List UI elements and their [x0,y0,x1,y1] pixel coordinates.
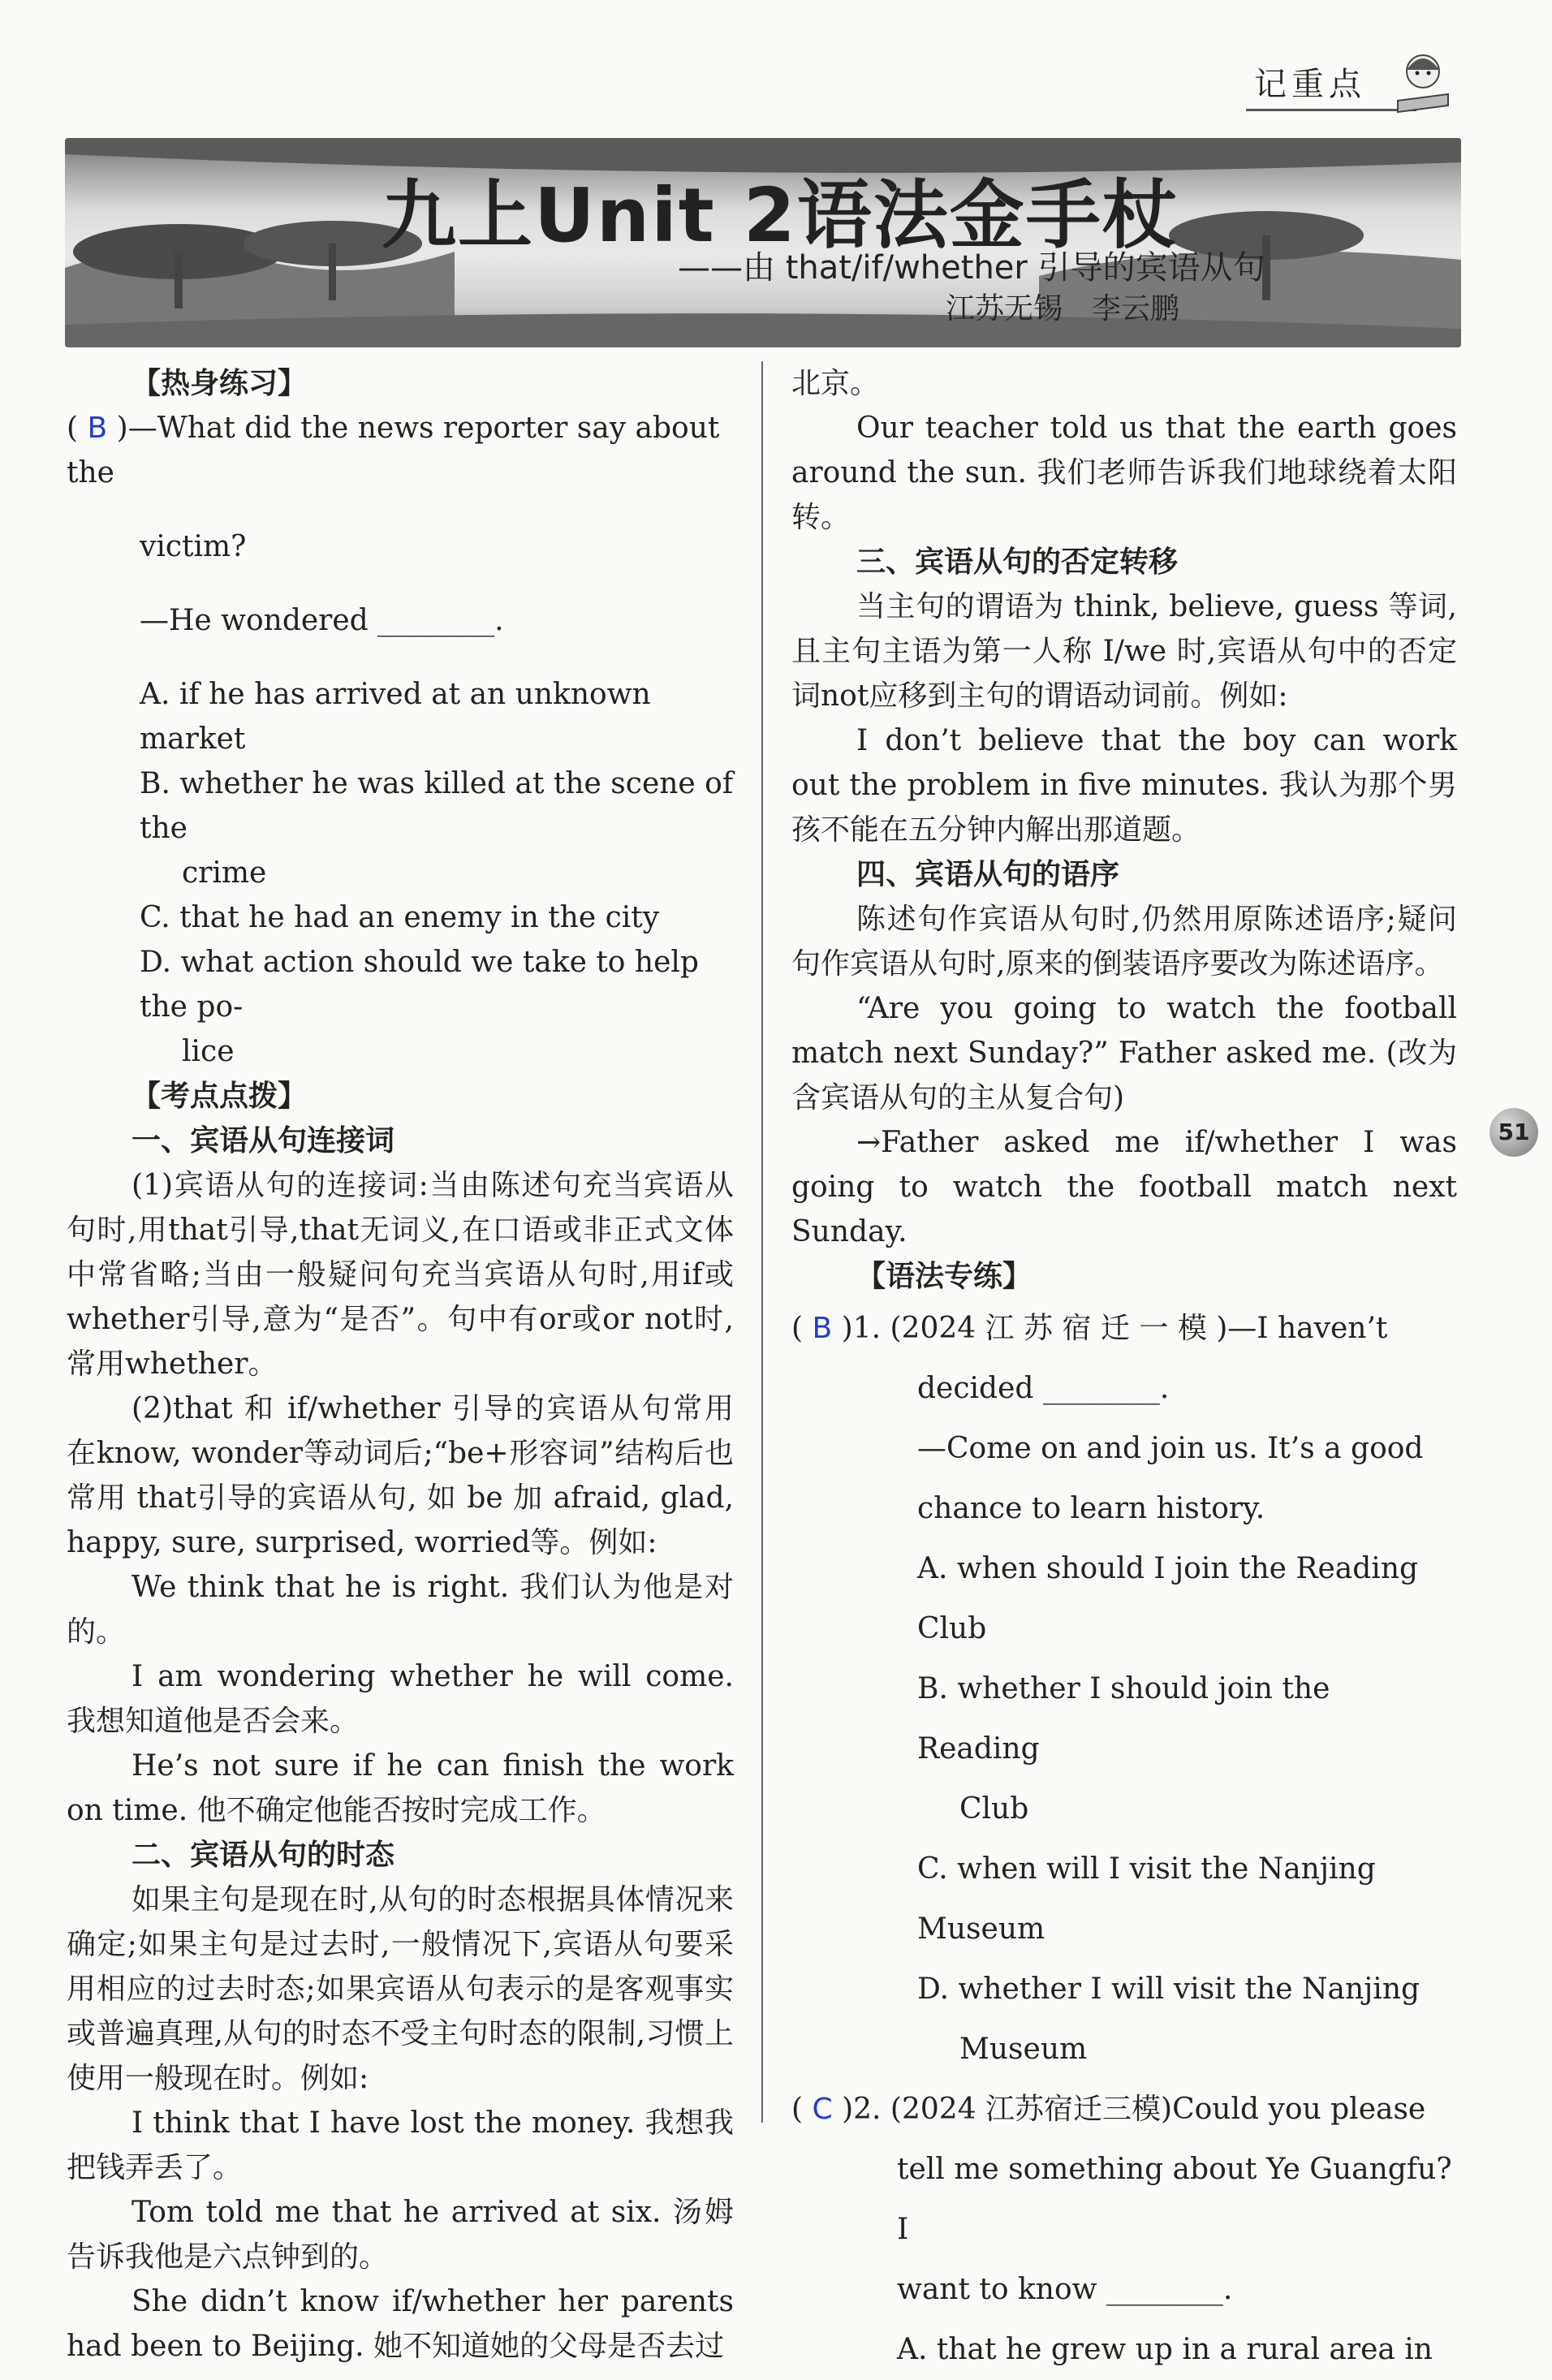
question-1-option-c: C. when will I visit the Nanjing Museum [917,1852,1376,1946]
example-3: He’s not sure if he can finish the work on time. 他不确定他能否按时完成工作。 [67,1749,734,1827]
paragraph-tense: 如果主句是现在时,从句的时态根据具体情况来确定;如果主句是过去时,一般情况下,宾语从句要采用相应的过去时态;如果宾语从句表示的是客观事实或普遍真理,从句的时态不受主句时态的限制,习惯上使用一般现在时。例如: [67,1883,734,2095]
question-1-line-2: decided ________. [917,1372,1170,1405]
warmup-option-d-cont: lice [182,1035,235,1068]
page-number: 51 [1489,1108,1538,1157]
warmup-heading: 【热身练习】 [131,367,308,400]
question-2-line-2: tell me something about Ye Guangfu? I [897,2153,1452,2246]
warmup-option-a: A. if he has arrived at an unknown market [140,678,651,756]
warmup-question-line: —What did the news reporter say about the [67,412,720,489]
cartoon-reader-icon [1390,47,1456,114]
article-title: 九上Unit 2语法金手杖 [382,172,1179,259]
example-8: I don’t believe that the boy can work out the problem in five minutes. 我认为那个男孩不能在五分钟内解出那道题。 [791,724,1457,847]
title-banner [65,138,1461,347]
practice-question-2: ( C )2. (2024 江苏宿迁三模)Could you please [791,2093,1426,2126]
question-1-line-4: chance to learn history. [917,1492,1265,1525]
example-7: Our teacher told us that the earth goes around the sun. 我们老师告诉我们地球绕着太阳转。 [791,412,1457,534]
warmup-question: ( B )—What did the news reporter say about the [67,412,720,489]
example-4: I think that I have lost the money. 我想我把钱弄丢了。 [67,2106,734,2184]
practice-question-1: ( B )1. (2024 江 苏 宿 迁 一 模 )—I haven’t [791,1312,1388,1345]
question-1-option-a: A. when should I join the Reading Club [917,1552,1419,1645]
question-1-answer: B [812,1312,833,1345]
warmup-option-b: B. whether he was killed at the scene of the [140,767,734,845]
warmup-option-d: D. what action should we take to help the po- [140,946,699,1024]
paragraph-usage: (2)that 和 if/whether 引导的宾语从句常用在know, wonder等动词后;“be+形容词”结构后也常用 that引导的宾语从句, 如 be 加 afraid, glad, happy, sure, surprised, worried等。例如: [67,1392,734,1559]
points-heading: 【考点点拨】 [131,1080,308,1113]
question-1-option-d: D. whether I will visit the Nanjing [917,1973,1421,2006]
question-1-line-3: —Come on and join us. It’s a good [917,1432,1424,1465]
page-tag-text: 记重点 [1254,66,1366,103]
question-1-option-b-cont: Club [959,1792,1029,1826]
paragraph-word-order: 陈述句作宾语从句时,仍然用原陈述语序;疑问句作宾语从句时,原来的倒装语序要改为陈述语序。 [791,903,1457,981]
section-4-heading: 四、宾语从句的语序 [856,858,1120,891]
left-column [67,361,734,2369]
warmup-answer: B [87,412,108,445]
warmup-question-reply: —He wondered ________. [140,604,504,637]
column-divider [761,361,763,2123]
example-9: “Are you going to watch the football match next Sunday?” Father asked me. (改为含宾语从句的主从复合句) [791,992,1457,1115]
warmup-option-c: C. that he had an enemy in the city [140,901,660,934]
right-column [791,361,1457,2380]
example-1: We think that he is right. 我们认为他是对的。 [67,1571,734,1649]
section-2-heading: 二、宾语从句的时态 [131,1839,395,1872]
question-1-option-b: B. whether I should join the Reading [917,1672,1330,1766]
example-2: I am wondering whether he will come. 我想知道他是否会来。 [67,1660,734,1738]
question-1-option-d-cont: Museum [959,2033,1088,2066]
example-10: →Father asked me if/whether I was going to watch the football match next Sunday. [791,1126,1457,1248]
example-5: Tom told me that he arrived at six. 汤姆告诉我他是六点钟到的。 [67,2196,734,2274]
question-2-option-a: A. that he grew up in a rural area in [897,2333,1433,2366]
question-1-stem: 1. (2024 江 苏 宿 迁 一 模 )—I haven’t [852,1312,1388,1345]
paragraph-negation: 当主句的谓语为 think, believe, guess 等词,且主句主语为第一人称 I/we 时,宾语从句中的否定词not应移到主句的谓语动词前。例如: [791,590,1457,713]
article-author: 江苏无锡 李云鹏 [946,292,1180,326]
practice-heading: 【语法专练】 [856,1260,1033,1293]
warmup-option-b-cont: crime [182,856,267,890]
question-2-line-3: want to know ________. [897,2273,1233,2306]
section-1-heading: 一、宾语从句连接词 [131,1124,395,1158]
question-2-answer: C [812,2093,833,2126]
example-6: She didn’t know if/whether her parents had been to Beijing. 她不知道她的父母是否去过 [67,2285,734,2363]
question-2-stem: 2. (2024 江苏宿迁三模)Could you please [853,2093,1426,2126]
section-3-heading: 三、宾语从句的否定转移 [856,545,1179,579]
paragraph-connectives: (1)宾语从句的连接词:当由陈述句充当宾语从句时,用that引导,that无词义,在口语或非正式文体中常省略;当由一般疑问句充当宾语从句时,用if或whether引导,意为“是否”。句中有or或or not时,常用whether。 [67,1169,734,1381]
article-subtitle: ——由 that/if/whether 引导的宾语从句 [678,249,1265,287]
example-6-cont: 北京。 [791,367,880,400]
warmup-question-cont: victim? [140,530,247,563]
